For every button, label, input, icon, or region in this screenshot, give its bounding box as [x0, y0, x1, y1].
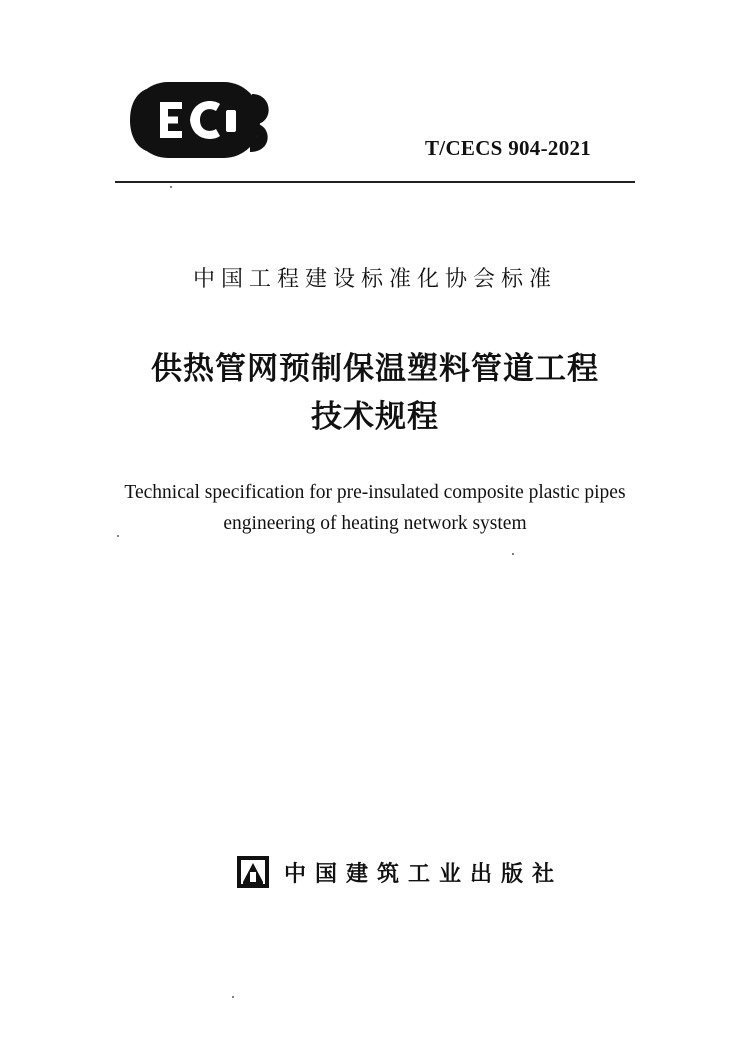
- scan-speck: [170, 186, 172, 188]
- cecs-logo-icon: [122, 80, 272, 160]
- chinese-title: [0, 345, 750, 441]
- publisher-logo-icon: [236, 855, 270, 889]
- scan-speck: [232, 996, 234, 998]
- english-title-line2: engineering of heating network system: [223, 513, 527, 534]
- english-title-line1: Technical specification for pre-insulated composite plastic pipes: [124, 482, 626, 503]
- publisher-name: 中国建筑工业出版社: [284, 860, 564, 887]
- standard-code: T/CECS 904-2021: [425, 136, 592, 160]
- header-divider: [115, 181, 635, 183]
- scan-speck: [117, 535, 119, 537]
- publisher-block: [236, 855, 563, 889]
- english-title: [0, 477, 750, 539]
- scan-speck: [512, 553, 514, 555]
- chinese-title-line1: 供热管网预制保温塑料管道工程: [151, 351, 599, 387]
- chinese-title-line2: 技术规程: [311, 399, 439, 435]
- association-name: 中国工程建设标准化协会标准: [192, 267, 557, 292]
